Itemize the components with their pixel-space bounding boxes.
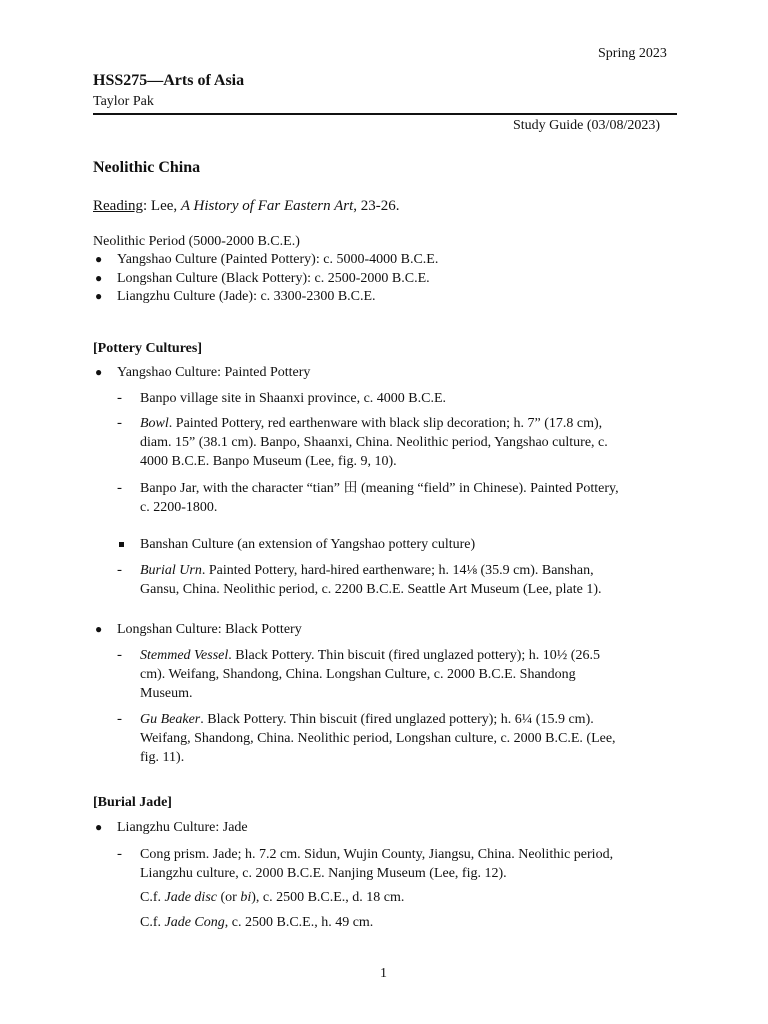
dash-icon: - xyxy=(117,480,122,496)
gu-beaker-title: Gu Beaker xyxy=(140,712,201,727)
stemmed-vessel-title: Stemmed Vessel xyxy=(140,648,229,663)
reading-pre: : Lee, xyxy=(143,198,181,214)
jade-cong-title: Jade Cong xyxy=(164,915,225,930)
jade-disc-title: Jade disc xyxy=(164,890,217,905)
cf-post: ), c. 2500 B.C.E., d. 18 cm. xyxy=(251,890,405,905)
page-number: 1 xyxy=(380,966,387,981)
period-item: Longshan Culture (Black Pottery): c. 2500-2000 B.C.E. xyxy=(117,271,430,286)
bullet-icon: ● xyxy=(95,289,103,303)
square-bullet-icon xyxy=(119,542,124,547)
stemmed-vessel-line1 xyxy=(140,646,600,665)
bullet-icon: ● xyxy=(95,622,103,636)
bi-term: bi xyxy=(240,890,252,905)
bowl-entry-line2: diam. 15” (38.1 cm). Banpo, Shaanxi, China. Neolithic period, Yangshao culture, c. xyxy=(140,435,608,450)
gu-beaker-line3: fig. 11). xyxy=(140,750,185,765)
reading-post: , 23-26. xyxy=(353,198,400,214)
cf-jade-disc xyxy=(140,888,404,907)
burial-urn-line1 xyxy=(140,561,594,580)
burial-urn-title: Burial Urn xyxy=(140,563,202,578)
reading-book: A History of Far Eastern Art xyxy=(180,198,354,214)
stemmed-vessel-line2: cm). Weifang, Shandong, China. Longshan Culture, c. 2000 B.C.E. Shandong xyxy=(140,667,576,682)
cf-mid: (or xyxy=(216,890,241,905)
yangshao-entry-1: Banpo village site in Shaanxi province, c. 4000 B.C.E. xyxy=(140,391,447,406)
period-title: Neolithic Period (5000-2000 B.C.E.) xyxy=(93,234,300,249)
study-guide-label: Study Guide (03/08/2023) xyxy=(513,118,660,133)
bullet-icon: ● xyxy=(95,252,103,266)
stemmed-vessel-line3: Museum. xyxy=(140,686,193,701)
dash-icon: - xyxy=(117,415,122,431)
term-label: Spring 2023 xyxy=(598,46,667,61)
reading-label: Reading xyxy=(93,198,143,214)
page-title: Neolithic China xyxy=(93,159,201,176)
burial-urn-text: . Painted Pottery, hard-hired earthenware; h. 14⅛ (35.9 cm). Banshan, xyxy=(201,563,594,578)
gu-beaker-line1 xyxy=(140,710,594,729)
cong-prism-line1: Cong prism. Jade; h. 7.2 cm. Sidun, Wujin County, Jiangsu, China. Neolithic period, xyxy=(140,847,614,862)
banpo-jar-line1: Banpo Jar, with the character “tian” 田 (meaning “field” in Chinese). Painted Pottery, xyxy=(140,481,619,496)
yangshao-title: Yangshao Culture: Painted Pottery xyxy=(117,365,311,380)
bullet-icon: ● xyxy=(95,365,103,379)
dash-icon: - xyxy=(117,562,122,578)
cong-prism-line2: Liangzhu culture, c. 2000 B.C.E. Nanjing Museum (Lee, fig. 12). xyxy=(140,866,507,881)
period-item: Liangzhu Culture (Jade): c. 3300-2300 B.C.E. xyxy=(117,289,376,304)
banshan-title: Banshan Culture (an extension of Yangshao pottery culture) xyxy=(140,537,476,552)
bowl-text: . Painted Pottery, red earthenware with black slip decoration; h. 7” (17.8 cm), xyxy=(168,416,603,431)
dash-icon: - xyxy=(117,846,122,862)
dash-icon: - xyxy=(117,711,122,727)
cf-prefix: C.f. xyxy=(140,890,165,905)
burial-urn-line2: Gansu, China. Neolithic period, c. 2200 B.C.E. Seattle Art Museum (Lee, plate 1). xyxy=(140,582,602,597)
longshan-title: Longshan Culture: Black Pottery xyxy=(117,622,302,637)
cf-prefix: C.f. xyxy=(140,915,165,930)
course-title: HSS275—Arts of Asia xyxy=(93,72,245,89)
period-item: Yangshao Culture (Painted Pottery): c. 5000-4000 B.C.E. xyxy=(117,252,439,267)
bullet-icon: ● xyxy=(95,271,103,285)
cf-jade-cong xyxy=(140,913,373,932)
jade-heading: [Burial Jade] xyxy=(93,795,172,810)
dash-icon: - xyxy=(117,647,122,663)
stemmed-vessel-text: . Black Pottery. Thin biscuit (fired unglazed pottery); h. 10½ (26.5 xyxy=(228,648,600,663)
cf-post: , c. 2500 B.C.E., h. 49 cm. xyxy=(224,915,374,930)
gu-beaker-text: . Black Pottery. Thin biscuit (fired unglazed pottery); h. 6¼ (15.9 cm). xyxy=(200,712,594,727)
liangzhu-title: Liangzhu Culture: Jade xyxy=(117,820,248,835)
pottery-heading: [Pottery Cultures] xyxy=(93,341,202,356)
bowl-entry-line3: 4000 B.C.E. Banpo Museum (Lee, fig. 9, 10). xyxy=(140,454,397,469)
header-rule xyxy=(93,113,677,115)
bullet-icon: ● xyxy=(95,820,103,834)
dash-icon: - xyxy=(117,390,122,406)
bowl-entry-line1 xyxy=(140,414,602,433)
reading-line xyxy=(93,196,400,216)
bowl-title: Bowl xyxy=(140,416,169,431)
banpo-jar-line2: c. 2200-1800. xyxy=(140,500,218,515)
gu-beaker-line2: Weifang, Shandong, China. Neolithic period, Longshan culture, c. 2000 B.C.E. (Lee, xyxy=(140,731,616,746)
author-name: Taylor Pak xyxy=(93,94,154,109)
